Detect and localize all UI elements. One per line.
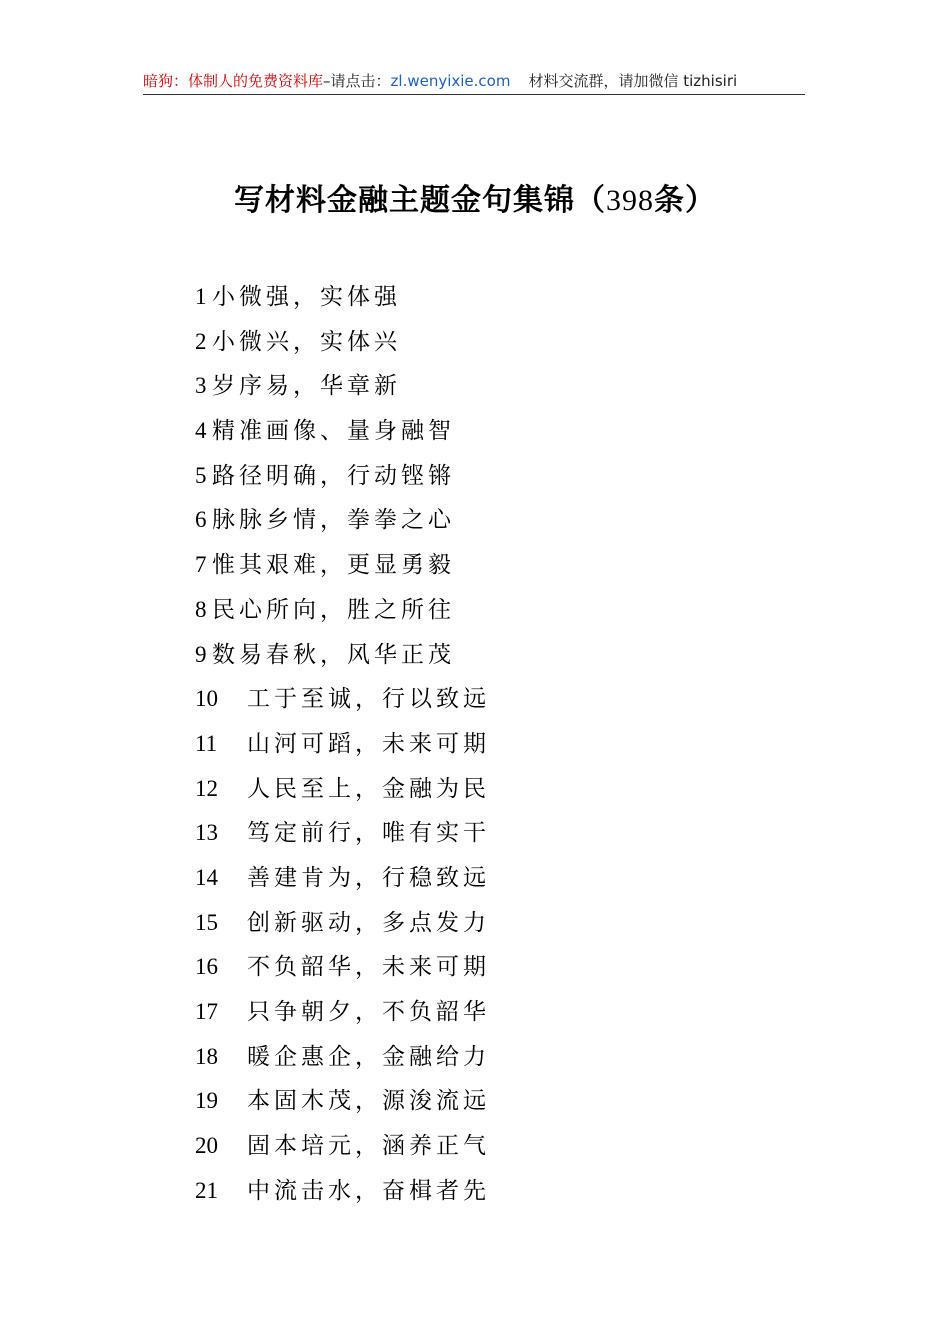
- title-main: 写材料金融主题金句集锦（: [234, 183, 606, 218]
- item-text: 本固木茂，源浚流远: [247, 1088, 490, 1115]
- item-number: 12: [195, 775, 218, 801]
- header-group-info: 材料交流群，请加微信 tizhisiri: [528, 72, 738, 90]
- list-item: [195, 1176, 490, 1221]
- item-text: 人民至上，金融为民: [247, 775, 490, 802]
- item-number: 1: [195, 284, 207, 309]
- item-text: 小微兴，实体兴: [212, 328, 401, 355]
- item-number: 10: [195, 686, 218, 712]
- title-suffix: 条）: [654, 183, 716, 218]
- item-text: 不负韶华，未来可期: [247, 954, 490, 981]
- item-text: 笃定前行，唯有实干: [247, 820, 490, 847]
- item-text: 山河可蹈，未来可期: [247, 730, 490, 757]
- item-number: 21: [195, 1177, 218, 1203]
- list-item: [195, 505, 490, 550]
- quote-list: [195, 282, 490, 1220]
- list-item: [195, 908, 490, 953]
- header-url-link[interactable]: zl.wenyixie.com: [390, 72, 511, 90]
- item-number: 17: [195, 999, 218, 1024]
- item-text: 工于至诚，行以致远: [247, 686, 490, 713]
- list-item: [195, 1131, 490, 1176]
- list-item: [195, 774, 490, 819]
- page-header: [143, 70, 805, 95]
- list-item: [195, 952, 490, 997]
- item-number: 16: [195, 954, 218, 980]
- item-number: 5: [195, 462, 207, 488]
- item-number: 13: [195, 820, 218, 846]
- item-text: 只争朝夕，不负韶华: [247, 999, 490, 1025]
- item-text: 惟其艰难，更显勇毅: [212, 552, 455, 579]
- item-text: 数易春秋，风华正茂: [212, 641, 455, 668]
- list-item: [195, 550, 490, 595]
- item-number: 19: [195, 1088, 218, 1114]
- item-text: 固本培元，涵养正气: [247, 1133, 490, 1160]
- item-number: 4: [195, 418, 207, 444]
- list-item: [195, 684, 490, 729]
- list-item: [195, 595, 490, 640]
- item-text: 民心所向，胜之所往: [212, 596, 455, 623]
- item-number: 7: [195, 552, 207, 578]
- list-item: [195, 863, 490, 908]
- item-number: 8: [195, 596, 207, 622]
- item-number: 2: [195, 328, 207, 354]
- list-item: [195, 282, 490, 327]
- list-item: [195, 461, 490, 506]
- item-number: 20: [195, 1133, 218, 1159]
- document-title: [0, 175, 950, 219]
- list-item: [195, 997, 490, 1042]
- list-item: [195, 729, 490, 774]
- item-number: 9: [195, 641, 207, 667]
- item-text: 暖企惠企，金融给力: [247, 1043, 490, 1070]
- item-number: 15: [195, 909, 218, 935]
- list-item: [195, 640, 490, 685]
- list-item: [195, 327, 490, 372]
- item-text: 中流击水，奋楫者先: [247, 1177, 490, 1204]
- item-text: 创新驱动，多点发力: [247, 909, 490, 936]
- list-item: [195, 371, 490, 416]
- item-text: 脉脉乡情，拳拳之心: [212, 507, 455, 534]
- title-count: 398: [606, 184, 654, 217]
- item-number: 11: [195, 730, 218, 756]
- item-text: 善建肯为，行稳致远: [247, 864, 490, 891]
- item-text: 小微强，实体强: [212, 284, 401, 310]
- item-number: 6: [195, 507, 207, 533]
- item-number: 3: [195, 373, 207, 399]
- header-brand: 暗狗：体制人的免费资料库: [143, 72, 324, 90]
- item-number: 14: [195, 864, 218, 890]
- item-number: 18: [195, 1043, 218, 1069]
- list-item: [195, 1042, 490, 1087]
- item-text: 岁序易，华章新: [212, 373, 401, 400]
- item-text: 路径明确，行动铿锵: [212, 462, 455, 489]
- list-item: [195, 818, 490, 863]
- item-text: 精准画像、量身融智: [212, 418, 455, 445]
- header-separator: –请点击：: [323, 72, 391, 90]
- list-item: [195, 416, 490, 461]
- list-item: [195, 1086, 490, 1131]
